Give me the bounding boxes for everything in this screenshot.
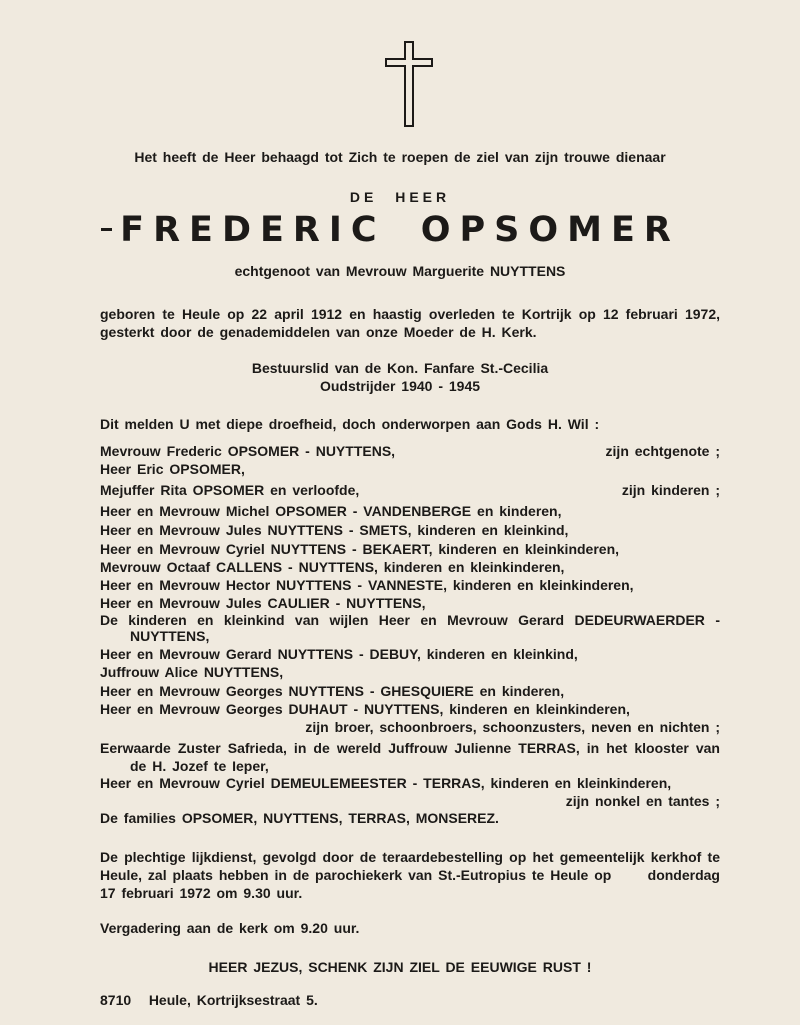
sacraments-line: gesterkt door de genademiddelen van onze Moeder de H. Kerk. bbox=[100, 324, 537, 340]
mourner-line bbox=[100, 558, 720, 576]
mourner-continuation: de H. Jozef te Ieper, bbox=[130, 758, 269, 774]
mourner-text: De kinderen en kleinkind van wijlen Heer en Mevrouw Gerard DEDEURWAERDER - bbox=[100, 612, 720, 628]
mourner-line bbox=[100, 663, 720, 681]
mourner-line bbox=[100, 540, 720, 558]
mourner-text: Heer en Mevrouw Cyriel DEMEULEMEESTER - TERRAS, kinderen en kleinkinderen, bbox=[100, 775, 672, 791]
mourner-line bbox=[100, 460, 720, 478]
mourner-text: Heer en Mevrouw Gerard NUYTTENS - DEBUY, kinderen en kleinkind, bbox=[100, 646, 578, 662]
birth-death-line: geboren te Heule op 22 april 1912 en haastig overleden te Kortrijk op 12 februari 1972, bbox=[100, 306, 720, 322]
mourner-line bbox=[100, 809, 720, 827]
announce-line: Dit melden U met diepe droefheid, doch onderworpen aan Gods H. Wil : bbox=[100, 416, 600, 432]
mourner-text: Eerwaarde Zuster Safrieda, in de wereld Juffrouw Julienne TERRAS, in het klooster van bbox=[100, 740, 720, 756]
mourner-line bbox=[100, 481, 720, 499]
role-line-1: Bestuurslid van de Kon. Fanfare St.-Cecilia bbox=[251, 360, 549, 376]
funeral-date: 17 februari 1972 om 9.30 uur. bbox=[100, 885, 303, 901]
relation-label: zijn kinderen ; bbox=[621, 482, 720, 498]
deceased-name: FREDERIC OPSOMER bbox=[120, 210, 680, 250]
mourner-text: Juffrouw Alice NUYTTENS, bbox=[100, 664, 284, 680]
mourner-text: Heer en Mevrouw Hector NUYTTENS - VANNESTE, kinderen en kleinkinderen, bbox=[100, 577, 634, 593]
mourner-text: Heer en Mevrouw Jules NUYTTENS - SMETS, kinderen en kleinkind, bbox=[100, 522, 569, 538]
mourner-text: Heer en Mevrouw Michel OPSOMER - VANDENBERGE en kinderen, bbox=[100, 503, 562, 519]
funeral-day: donderdag bbox=[647, 867, 720, 883]
mourner-line bbox=[100, 700, 720, 718]
funeral-line-1: De plechtige lijkdienst, gevolgd door de teraardebestelling op het gemeentelijk kerkhof te bbox=[100, 849, 720, 865]
intro-text: Het heeft de Heer behaagd tot Zich te roepen de ziel van zijn trouwe dienaar bbox=[134, 149, 666, 165]
spouse-line: echtgenoot van Mevrouw Marguerite NUYTTENS bbox=[234, 263, 566, 279]
prayer-line: HEER JEZUS, SCHENK ZIJN ZIEL DE EEUWIGE RUST ! bbox=[208, 959, 592, 975]
mourner-line bbox=[100, 774, 720, 792]
role-line-2: Oudstrijder 1940 - 1945 bbox=[319, 378, 481, 394]
mourner-line bbox=[100, 739, 720, 757]
mourner-text: Mevrouw Octaaf CALLENS - NUYTTENS, kinderen en kleinkinderen, bbox=[100, 559, 565, 575]
address-line: 8710 Heule, Kortrijksestraat 5. bbox=[100, 992, 318, 1008]
funeral-location: Heule, zal plaats hebben in de parochiekerk van St.-Eutropius te Heule op bbox=[100, 867, 612, 883]
mourner-line bbox=[100, 682, 720, 700]
mourner-line bbox=[100, 645, 720, 663]
mourner-line bbox=[100, 576, 720, 594]
mourner-text: Heer en Mevrouw Cyriel NUYTTENS - BEKAERT, kinderen en kleinkinderen, bbox=[100, 541, 620, 557]
mourner-line bbox=[100, 521, 720, 539]
mourner-text: Mejuffer Rita OPSOMER en verloofde, bbox=[100, 482, 360, 498]
mourner-line bbox=[100, 594, 720, 612]
relation-label: zijn broer, schoonbroers, schoonzusters, neven en nichten ; bbox=[305, 719, 720, 735]
relation-label: zijn nonkel en tantes ; bbox=[565, 793, 720, 809]
funeral-line-2 bbox=[100, 866, 720, 884]
mourner-text: Mevrouw Frederic OPSOMER - NUYTTENS, bbox=[100, 443, 396, 459]
mourner-text: Heer Eric OPSOMER, bbox=[100, 461, 245, 477]
meeting-line: Vergadering aan de kerk om 9.20 uur. bbox=[100, 920, 360, 936]
mourner-text: Heer en Mevrouw Georges DUHAUT - NUYTTENS, kinderen en kleinkinderen, bbox=[100, 701, 630, 717]
title-prefix: DE HEER bbox=[349, 189, 451, 205]
mourner-line bbox=[100, 442, 720, 460]
mourner-continuation: NUYTTENS, bbox=[130, 628, 210, 644]
mourner-text: Heer en Mevrouw Georges NUYTTENS - GHESQUIERE en kinderen, bbox=[100, 683, 565, 699]
mourner-text: De families OPSOMER, NUYTTENS, TERRAS, MONSEREZ. bbox=[100, 810, 499, 826]
relation-label: zijn echtgenote ; bbox=[605, 443, 720, 459]
mourner-text: Heer en Mevrouw Jules CAULIER - NUYTTENS, bbox=[100, 595, 426, 611]
mourner-line bbox=[100, 502, 720, 520]
cross-icon bbox=[385, 41, 433, 127]
